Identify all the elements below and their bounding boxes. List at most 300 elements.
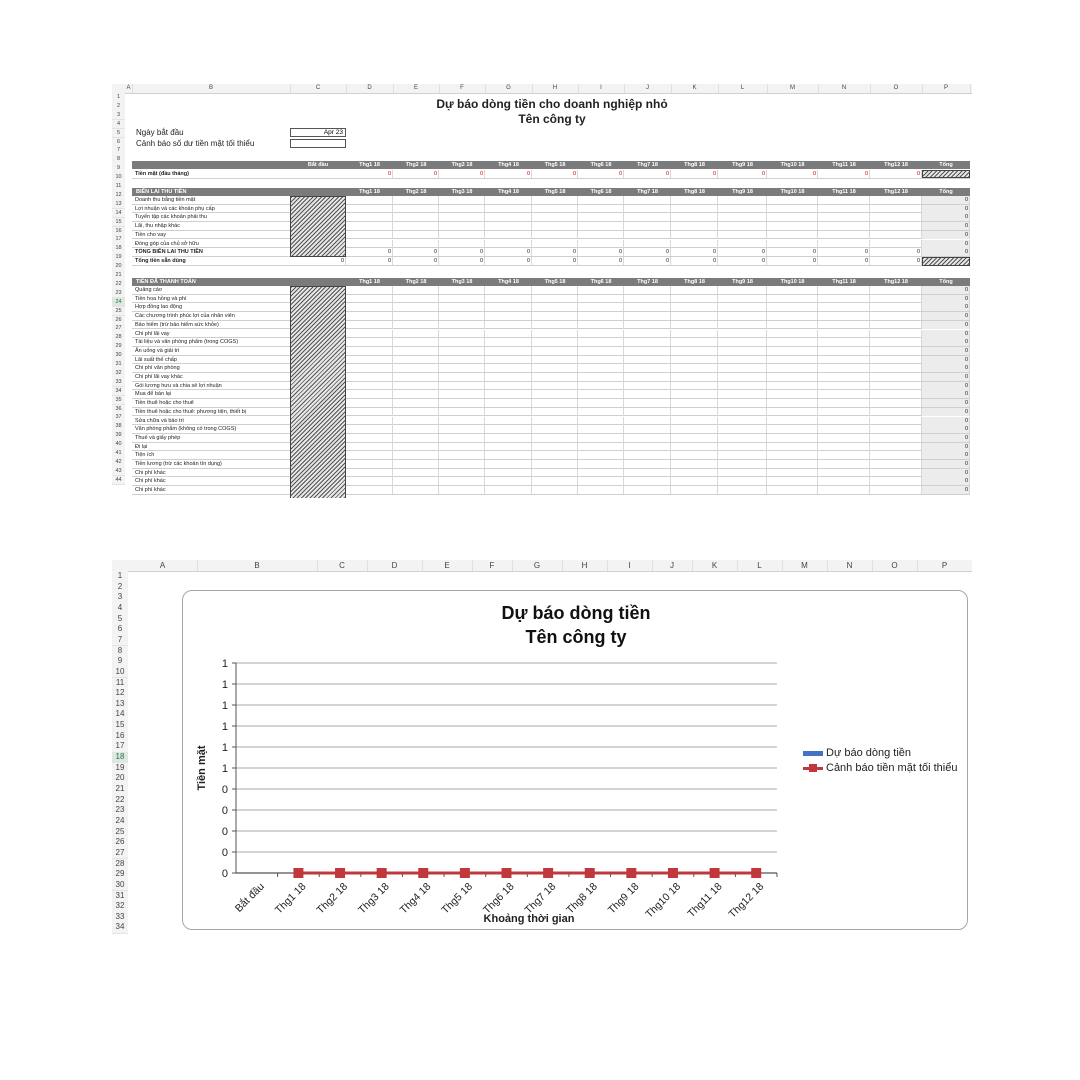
cell-value[interactable] xyxy=(671,382,718,390)
row-header[interactable]: 31 xyxy=(112,360,125,370)
cell-value[interactable] xyxy=(718,477,767,485)
cell-value[interactable] xyxy=(818,364,870,372)
cell-value[interactable] xyxy=(818,321,870,329)
cell-value[interactable] xyxy=(718,356,767,364)
cell-value[interactable] xyxy=(870,408,922,416)
cell-value[interactable] xyxy=(485,408,532,416)
column-header[interactable]: K xyxy=(692,560,738,571)
cell-value[interactable] xyxy=(718,196,767,204)
cell-value[interactable] xyxy=(485,321,532,329)
row-header[interactable]: 12 xyxy=(112,688,128,700)
cell-value[interactable]: 0 xyxy=(870,170,922,178)
cell-value[interactable] xyxy=(718,321,767,329)
cell-value[interactable]: 0 xyxy=(671,248,718,256)
cell-value[interactable] xyxy=(393,390,439,398)
row-header[interactable]: 28 xyxy=(112,333,125,343)
column-header[interactable]: A xyxy=(125,84,133,93)
column-header[interactable]: E xyxy=(422,560,473,571)
row-header[interactable]: 43 xyxy=(112,467,125,477)
row-header[interactable]: 22 xyxy=(112,795,128,807)
column-header[interactable]: I xyxy=(607,560,653,571)
row-header[interactable]: 11 xyxy=(112,182,125,192)
cell-value[interactable] xyxy=(870,286,922,294)
cell-value[interactable] xyxy=(767,231,818,239)
cell-value[interactable] xyxy=(718,460,767,468)
row-header[interactable]: 36 xyxy=(112,405,125,415)
cell-value[interactable] xyxy=(439,205,485,213)
row-header[interactable]: 18 xyxy=(112,752,128,764)
cell-value[interactable] xyxy=(439,312,485,320)
row-header[interactable]: 14 xyxy=(112,209,125,219)
row-header[interactable]: 4 xyxy=(112,120,125,130)
cell-value[interactable] xyxy=(767,205,818,213)
cell-value[interactable] xyxy=(532,240,578,248)
column-header[interactable]: F xyxy=(439,84,486,93)
cell-value[interactable] xyxy=(439,240,485,248)
cell-value[interactable] xyxy=(671,356,718,364)
cell-value[interactable] xyxy=(439,213,485,221)
cell-value[interactable] xyxy=(718,231,767,239)
start-date-input[interactable]: Apr 23 xyxy=(290,128,346,137)
column-header[interactable]: L xyxy=(718,84,768,93)
cell-value[interactable]: 0 xyxy=(532,170,578,178)
cell-value[interactable] xyxy=(578,321,624,329)
row-header[interactable]: 16 xyxy=(112,731,128,743)
cell-value[interactable] xyxy=(718,469,767,477)
cell-value[interactable] xyxy=(393,434,439,442)
column-header[interactable]: O xyxy=(872,560,918,571)
cell-value[interactable] xyxy=(718,399,767,407)
row-header[interactable]: 31 xyxy=(112,891,128,903)
cell-value[interactable] xyxy=(870,460,922,468)
cell-value[interactable] xyxy=(870,451,922,459)
cell-value[interactable] xyxy=(624,390,671,398)
cell-value[interactable] xyxy=(718,240,767,248)
row-header[interactable]: 22 xyxy=(112,280,125,290)
cell-value[interactable] xyxy=(624,330,671,338)
cell-value[interactable] xyxy=(485,390,532,398)
cell-value[interactable] xyxy=(718,303,767,311)
cell-value[interactable] xyxy=(718,425,767,433)
cell-value[interactable] xyxy=(671,231,718,239)
column-header[interactable]: J xyxy=(652,560,693,571)
column-header[interactable]: G xyxy=(512,560,563,571)
row-header[interactable]: 32 xyxy=(112,369,125,379)
cell-value[interactable] xyxy=(767,338,818,346)
cell-value[interactable] xyxy=(767,417,818,425)
cell-value[interactable] xyxy=(818,443,870,451)
cell-value[interactable] xyxy=(439,373,485,381)
column-header[interactable]: B xyxy=(197,560,318,571)
cell-value[interactable] xyxy=(767,460,818,468)
cell-value[interactable] xyxy=(818,408,870,416)
row-header[interactable]: 17 xyxy=(112,235,125,245)
cell-value[interactable]: 0 xyxy=(578,170,624,178)
cell-value[interactable] xyxy=(671,408,718,416)
cell-value[interactable] xyxy=(818,373,870,381)
cell-value[interactable] xyxy=(578,364,624,372)
row-header[interactable]: 29 xyxy=(112,342,125,352)
column-header[interactable]: J xyxy=(624,84,672,93)
cell-value[interactable] xyxy=(532,425,578,433)
cell-value[interactable] xyxy=(439,222,485,230)
cell-value[interactable] xyxy=(393,425,439,433)
cell-value[interactable] xyxy=(671,425,718,433)
cell-value[interactable] xyxy=(393,321,439,329)
row-header[interactable]: 8 xyxy=(112,155,125,165)
cell-value[interactable] xyxy=(578,312,624,320)
column-header[interactable]: D xyxy=(346,84,394,93)
cell-value[interactable] xyxy=(578,303,624,311)
cell-value[interactable] xyxy=(578,443,624,451)
row-header[interactable]: 34 xyxy=(112,387,125,397)
cell-value[interactable] xyxy=(485,399,532,407)
cell-value[interactable] xyxy=(870,222,922,230)
cell-value[interactable] xyxy=(870,196,922,204)
cell-value[interactable] xyxy=(767,321,818,329)
cell-value[interactable] xyxy=(870,321,922,329)
cell-value[interactable] xyxy=(439,321,485,329)
row-header[interactable]: 15 xyxy=(112,218,125,228)
cell-value[interactable] xyxy=(671,312,718,320)
cell-value[interactable] xyxy=(818,390,870,398)
cell-value[interactable] xyxy=(578,373,624,381)
cell-value[interactable] xyxy=(439,347,485,355)
cell-value[interactable] xyxy=(718,286,767,294)
row-header[interactable]: 19 xyxy=(112,253,125,263)
cell-value[interactable] xyxy=(767,434,818,442)
cell-value[interactable] xyxy=(870,231,922,239)
cell-value[interactable] xyxy=(671,286,718,294)
cell-value[interactable] xyxy=(532,443,578,451)
cell-value[interactable] xyxy=(346,451,393,459)
cash-flow-chart[interactable] xyxy=(182,590,968,930)
cell-value[interactable] xyxy=(767,390,818,398)
cell-value[interactable] xyxy=(578,356,624,364)
cell-value[interactable] xyxy=(578,222,624,230)
cell-value[interactable] xyxy=(485,382,532,390)
cell-value[interactable] xyxy=(485,286,532,294)
cell-value[interactable] xyxy=(671,321,718,329)
cell-value[interactable] xyxy=(439,382,485,390)
row-header[interactable]: 27 xyxy=(112,848,128,860)
cell-value[interactable] xyxy=(485,460,532,468)
cell-value[interactable] xyxy=(532,286,578,294)
cell-value[interactable]: 0 xyxy=(485,248,532,256)
cell-value[interactable] xyxy=(870,417,922,425)
cell-value[interactable]: 0 xyxy=(439,170,485,178)
cell-value[interactable] xyxy=(346,196,393,204)
row-header[interactable]: 9 xyxy=(112,656,128,668)
cell-value[interactable] xyxy=(393,196,439,204)
cell-value[interactable] xyxy=(439,443,485,451)
column-header[interactable]: L xyxy=(737,560,783,571)
cell-value[interactable]: 0 xyxy=(624,170,671,178)
row-header[interactable]: 20 xyxy=(112,262,125,272)
cell-value[interactable] xyxy=(393,364,439,372)
cell-value[interactable] xyxy=(718,312,767,320)
row-header[interactable]: 5 xyxy=(112,614,128,626)
cell-value[interactable] xyxy=(870,486,922,494)
cell-value[interactable] xyxy=(532,399,578,407)
cell-value[interactable] xyxy=(346,330,393,338)
cell-value[interactable] xyxy=(532,364,578,372)
cell-value[interactable] xyxy=(818,460,870,468)
cell-value[interactable] xyxy=(393,347,439,355)
column-header[interactable]: P xyxy=(917,560,972,571)
cell-value[interactable] xyxy=(578,240,624,248)
cell-value[interactable] xyxy=(485,312,532,320)
cell-value[interactable] xyxy=(346,486,393,494)
cell-value[interactable]: 0 xyxy=(346,170,393,178)
cell-value[interactable] xyxy=(439,390,485,398)
cell-value[interactable] xyxy=(870,434,922,442)
cell-value[interactable] xyxy=(578,382,624,390)
cell-value[interactable]: 0 xyxy=(624,248,671,256)
cell-value[interactable] xyxy=(532,408,578,416)
cell-value[interactable] xyxy=(346,213,393,221)
column-header[interactable]: M xyxy=(767,84,819,93)
cell-value[interactable] xyxy=(532,330,578,338)
cell-value[interactable]: 0 xyxy=(767,257,818,265)
cell-value[interactable] xyxy=(485,469,532,477)
row-header[interactable]: 10 xyxy=(112,173,125,183)
cell-value[interactable] xyxy=(671,330,718,338)
cell-value[interactable] xyxy=(532,460,578,468)
cell-value[interactable] xyxy=(671,417,718,425)
cell-value[interactable] xyxy=(439,330,485,338)
cell-value[interactable] xyxy=(624,347,671,355)
cell-value[interactable]: 0 xyxy=(718,257,767,265)
cell-value[interactable] xyxy=(532,451,578,459)
cell-value[interactable] xyxy=(870,364,922,372)
cell-value[interactable]: 0 xyxy=(393,248,439,256)
row-header[interactable]: 2 xyxy=(112,582,128,594)
cell-value[interactable] xyxy=(624,434,671,442)
cell-value[interactable] xyxy=(485,434,532,442)
row-header[interactable]: 9 xyxy=(112,164,125,174)
cell-value[interactable] xyxy=(439,451,485,459)
row-header[interactable]: 25 xyxy=(112,827,128,839)
row-header[interactable]: 7 xyxy=(112,635,128,647)
cell-value[interactable]: 0 xyxy=(718,170,767,178)
cell-value[interactable] xyxy=(439,286,485,294)
cell-value[interactable] xyxy=(346,231,393,239)
cell-value[interactable] xyxy=(671,196,718,204)
cell-value[interactable] xyxy=(818,213,870,221)
cell-value[interactable] xyxy=(718,330,767,338)
row-header[interactable]: 1 xyxy=(112,93,125,103)
cell-value[interactable] xyxy=(718,390,767,398)
cell-value[interactable] xyxy=(671,222,718,230)
cell-value[interactable] xyxy=(870,205,922,213)
cell-value[interactable] xyxy=(718,451,767,459)
row-header[interactable]: 21 xyxy=(112,271,125,281)
cell-value[interactable] xyxy=(346,399,393,407)
cell-value[interactable] xyxy=(870,312,922,320)
cell-value[interactable] xyxy=(439,295,485,303)
cell-value[interactable] xyxy=(346,434,393,442)
cell-value[interactable] xyxy=(624,477,671,485)
cell-value[interactable] xyxy=(870,373,922,381)
row-header[interactable]: 1 xyxy=(112,571,128,583)
row-header[interactable]: 17 xyxy=(112,741,128,753)
cell-value[interactable] xyxy=(346,205,393,213)
cell-value[interactable] xyxy=(718,434,767,442)
row-header[interactable]: 25 xyxy=(112,307,125,317)
row-header[interactable]: 33 xyxy=(112,912,128,924)
cell-value[interactable] xyxy=(718,205,767,213)
cell-value[interactable]: 0 xyxy=(718,248,767,256)
cell-value[interactable] xyxy=(346,222,393,230)
cell-value[interactable] xyxy=(439,364,485,372)
cell-value[interactable] xyxy=(818,451,870,459)
cell-value[interactable] xyxy=(532,303,578,311)
column-header[interactable]: G xyxy=(485,84,533,93)
cell-value[interactable] xyxy=(578,231,624,239)
cell-value[interactable] xyxy=(624,451,671,459)
cell-value[interactable] xyxy=(578,213,624,221)
cell-value[interactable] xyxy=(393,312,439,320)
cell-value[interactable] xyxy=(346,295,393,303)
column-header[interactable]: D xyxy=(367,560,423,571)
cell-value[interactable] xyxy=(393,460,439,468)
cell-value[interactable] xyxy=(346,390,393,398)
column-header[interactable]: H xyxy=(562,560,608,571)
cell-value[interactable] xyxy=(671,240,718,248)
cell-value[interactable] xyxy=(532,477,578,485)
cell-value[interactable] xyxy=(818,469,870,477)
cell-value[interactable] xyxy=(671,295,718,303)
column-header[interactable]: E xyxy=(393,84,440,93)
cell-value[interactable] xyxy=(439,469,485,477)
row-header[interactable]: 2 xyxy=(112,102,125,112)
cell-value[interactable] xyxy=(439,486,485,494)
cell-value[interactable] xyxy=(578,486,624,494)
cell-value[interactable] xyxy=(818,347,870,355)
cell-value[interactable] xyxy=(624,443,671,451)
row-header[interactable]: 6 xyxy=(112,138,125,148)
cell-value[interactable]: 0 xyxy=(818,257,870,265)
cell-value[interactable] xyxy=(671,364,718,372)
cell-value[interactable] xyxy=(485,364,532,372)
cell-value[interactable] xyxy=(393,382,439,390)
cell-value[interactable] xyxy=(485,347,532,355)
cell-value[interactable] xyxy=(485,486,532,494)
cell-value[interactable] xyxy=(767,240,818,248)
cell-value[interactable] xyxy=(818,417,870,425)
cell-value[interactable] xyxy=(767,295,818,303)
cell-value[interactable] xyxy=(624,417,671,425)
cell-value[interactable] xyxy=(393,451,439,459)
cell-value[interactable] xyxy=(870,347,922,355)
cell-value[interactable] xyxy=(439,460,485,468)
cell-value[interactable] xyxy=(346,460,393,468)
cell-value[interactable] xyxy=(578,390,624,398)
cell-value[interactable] xyxy=(485,373,532,381)
cell-value[interactable] xyxy=(624,222,671,230)
cell-value[interactable] xyxy=(718,222,767,230)
cell-value[interactable] xyxy=(393,338,439,346)
row-header[interactable]: 30 xyxy=(112,880,128,892)
cell-value[interactable] xyxy=(624,469,671,477)
cell-value[interactable] xyxy=(624,213,671,221)
cell-value[interactable] xyxy=(346,240,393,248)
cell-value[interactable] xyxy=(393,330,439,338)
cell-value[interactable] xyxy=(532,417,578,425)
cell-value[interactable] xyxy=(870,213,922,221)
cell-value[interactable] xyxy=(485,231,532,239)
cell-value[interactable] xyxy=(532,205,578,213)
cell-value[interactable] xyxy=(818,486,870,494)
cell-value[interactable] xyxy=(393,417,439,425)
row-header[interactable]: 30 xyxy=(112,351,125,361)
row-header[interactable]: 33 xyxy=(112,378,125,388)
cell-value[interactable] xyxy=(346,338,393,346)
row-header[interactable]: 23 xyxy=(112,805,128,817)
row-header[interactable]: 19 xyxy=(112,763,128,775)
cell-value[interactable] xyxy=(578,451,624,459)
cell-value[interactable] xyxy=(485,356,532,364)
cell-value[interactable] xyxy=(578,338,624,346)
cell-value[interactable] xyxy=(718,213,767,221)
cell-value[interactable] xyxy=(532,373,578,381)
column-header[interactable]: N xyxy=(827,560,873,571)
cell-value[interactable] xyxy=(624,460,671,468)
cell-value[interactable] xyxy=(671,347,718,355)
cell-value[interactable] xyxy=(532,486,578,494)
cell-value[interactable]: 0 xyxy=(346,257,393,265)
cell-value[interactable] xyxy=(624,408,671,416)
cell-value[interactable] xyxy=(671,443,718,451)
cell-value[interactable]: 0 xyxy=(532,248,578,256)
cell-value[interactable] xyxy=(485,295,532,303)
cell-value[interactable] xyxy=(485,417,532,425)
cell-value[interactable] xyxy=(439,399,485,407)
row-header[interactable]: 39 xyxy=(112,431,125,441)
cell-value[interactable] xyxy=(671,486,718,494)
cell-value[interactable]: 0 xyxy=(870,257,922,265)
cell-value[interactable] xyxy=(346,312,393,320)
cell-value[interactable] xyxy=(393,399,439,407)
cell-value[interactable] xyxy=(532,390,578,398)
cell-value[interactable] xyxy=(624,399,671,407)
cell-value[interactable] xyxy=(624,321,671,329)
cell-value[interactable] xyxy=(818,425,870,433)
cell-value[interactable] xyxy=(393,373,439,381)
cell-value[interactable] xyxy=(393,469,439,477)
cell-value[interactable] xyxy=(578,205,624,213)
cell-value[interactable]: 0 xyxy=(671,170,718,178)
cell-value[interactable] xyxy=(671,303,718,311)
cell-value[interactable] xyxy=(767,486,818,494)
cell-value[interactable] xyxy=(346,356,393,364)
cell-value[interactable] xyxy=(393,295,439,303)
column-header[interactable]: B xyxy=(132,84,291,93)
cell-value[interactable] xyxy=(718,408,767,416)
cell-value[interactable] xyxy=(578,286,624,294)
cell-value[interactable] xyxy=(346,425,393,433)
cell-value[interactable] xyxy=(346,417,393,425)
cell-value[interactable] xyxy=(624,364,671,372)
row-header[interactable]: 11 xyxy=(112,678,128,690)
cell-value[interactable] xyxy=(870,295,922,303)
cell-value[interactable] xyxy=(818,196,870,204)
row-header[interactable]: 5 xyxy=(112,129,125,139)
cell-value[interactable]: 0 xyxy=(346,248,393,256)
cell-value[interactable] xyxy=(818,303,870,311)
cell-value[interactable] xyxy=(818,477,870,485)
